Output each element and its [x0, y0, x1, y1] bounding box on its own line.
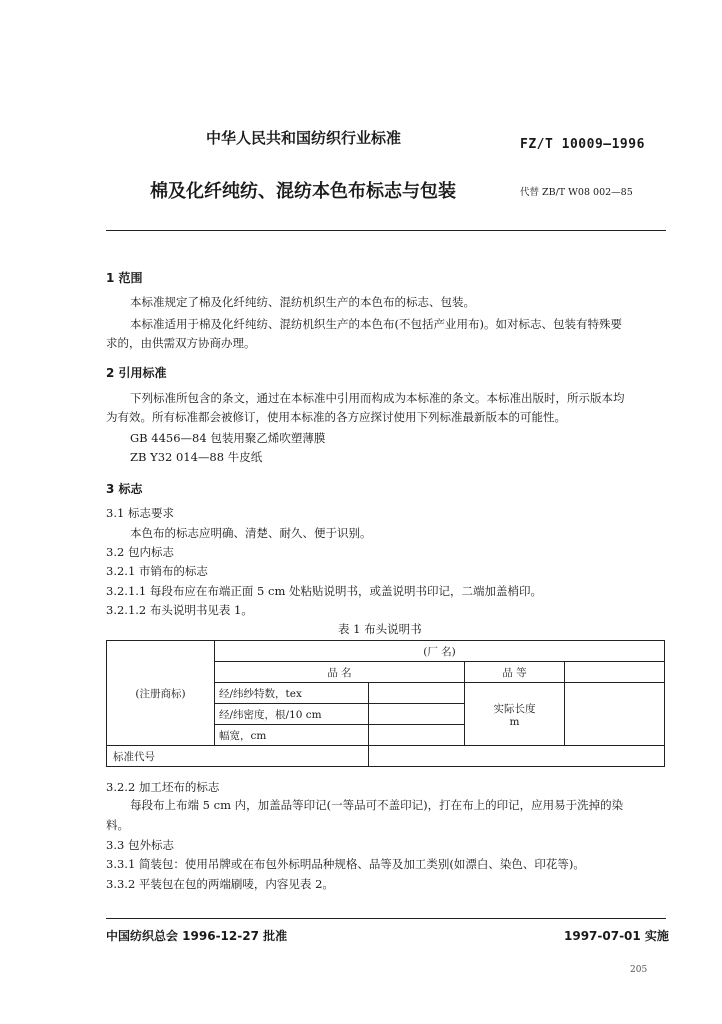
yarn-count-label: 经/纬纱特数，tex	[215, 683, 369, 704]
header-rule	[106, 230, 666, 231]
clause-3-3: 3.3 包外标志	[106, 838, 174, 852]
registered-trademark-cell: (注册商标)	[107, 641, 215, 746]
grade-value-cell	[565, 662, 665, 683]
actual-length-cell	[465, 683, 565, 746]
clause-3-2-1: 3.2.1 市销布的标志	[106, 564, 208, 578]
clause-3-2-1-1: 3.2.1.1 每段布应在布端正面 5 cm 处粘贴说明书，或盖说明书印记，二端加盖梢印。	[106, 584, 543, 598]
document-title: 棉及化纤纯纺、混纺本色布标志与包装	[150, 181, 456, 202]
clause-3-3-2: 3.3.2 平装包在包的两端刷唛，内容见表 2。	[106, 877, 334, 891]
section-2-para-1b: 为有效。所有标准都会被修订，使用本标准的各方应探讨使用下列标准最新版本的可能性。	[106, 410, 566, 424]
section-2-para-1a: 下列标准所包含的条文，通过在本标准中引用而构成为本标准的条文。本标准出版时，所示版本均	[130, 391, 625, 405]
effective-date: 1997-07-01 实施	[564, 929, 669, 943]
actual-length-value	[565, 683, 665, 746]
section-1-para-1: 本标准规定了棉及化纤纯纺、混纺机织生产的本色布的标志、包装。	[130, 295, 475, 309]
section-1-para-2a: 本标准适用于棉及化纤纯纺、混纺机织生产的本色布(不包括产业用布)。如对标志、包装有特殊要	[130, 317, 622, 331]
issuing-body-title: 中华人民共和国纺织行业标准	[206, 129, 402, 147]
density-label: 经/纬密度，根/10 cm	[215, 704, 369, 725]
table-1-caption: 表 1 布头说明书	[338, 622, 422, 636]
width-value	[369, 725, 465, 746]
actual-length-unit: m	[509, 715, 520, 728]
section-1-para-2b: 求的，由供需双方协商办理。	[106, 336, 256, 350]
footer-rule	[106, 918, 666, 919]
density-value	[369, 704, 465, 725]
actual-length-label: 实际长度	[493, 702, 536, 715]
clause-3-2-2-text-a: 每段布上布端 5 cm 内，加盖品等印记(一等品可不盖印记)，打在布上的印记，应用易于洗掉的染	[130, 798, 624, 812]
label-spec-table	[106, 640, 665, 767]
clause-3-1-text: 本色布的标志应明确、清楚、耐久、便于识别。	[130, 526, 372, 540]
clause-3-2-2-text-b: 料。	[106, 818, 129, 832]
replaces-standard: 代替 ZB/T W08 002—85	[520, 187, 633, 198]
grade-header: 品 等	[465, 662, 565, 683]
product-name-header: 品 名	[215, 662, 465, 683]
standard-code-label: 标准代号	[107, 746, 369, 767]
section-3-heading: 3 标志	[106, 482, 143, 496]
approval-date: 中国纺织总会 1996-12-27 批准	[106, 929, 288, 943]
yarn-count-value	[369, 683, 465, 704]
page-number: 205	[630, 965, 648, 975]
section-1-heading: 1 范围	[106, 271, 143, 285]
clause-3-3-1: 3.3.1 简装包：使用吊牌或在布包外标明品种规格、品等及加工类别(如漂白、染色、印花等)。	[106, 857, 585, 871]
clause-3-2: 3.2 包内标志	[106, 545, 174, 559]
section-2-heading: 2 引用标准	[106, 366, 167, 380]
clause-3-2-1-2: 3.2.1.2 布头说明书见表 1。	[106, 603, 253, 617]
clause-3-1: 3.1 标志要求	[106, 506, 174, 520]
standard-code: FZ/T 10009—1996	[520, 137, 645, 152]
standard-code-value	[369, 746, 665, 767]
factory-name-cell: (厂 名)	[215, 641, 665, 662]
reference-standard-1: GB 4456—84 包装用聚乙烯吹塑薄膜	[130, 431, 326, 445]
reference-standard-2: ZB Y32 014—88 牛皮纸	[130, 450, 263, 464]
width-label: 幅宽，cm	[215, 725, 369, 746]
clause-3-2-2: 3.2.2 加工坯布的标志	[106, 780, 220, 794]
